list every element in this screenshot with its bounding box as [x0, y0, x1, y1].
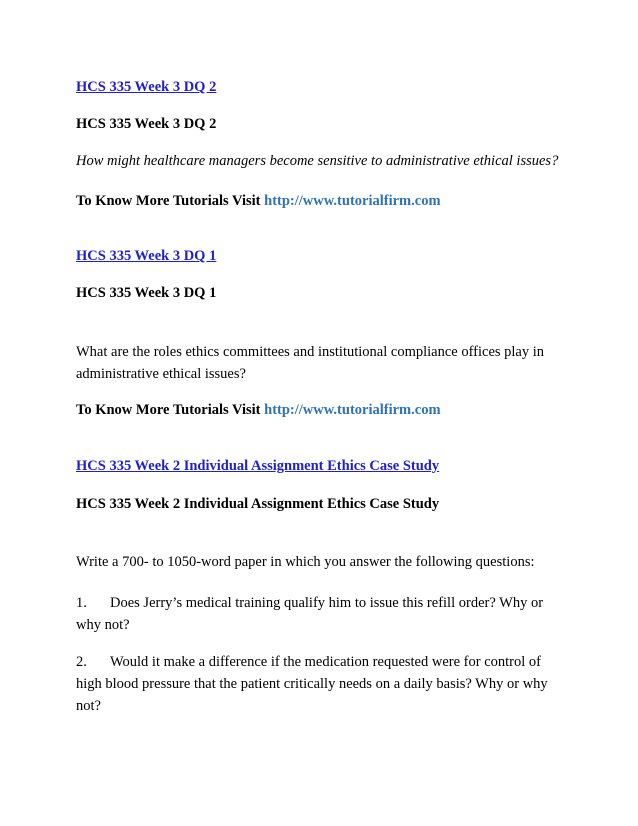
list-item-number: 2.	[76, 654, 87, 670]
section-1-heading: HCS 335 Week 3 DQ 2	[76, 116, 217, 132]
list-item-text: Would it make a difference if the medication requested were for control of high blood pressure that the patient critically needs on a daily basis? Why or why not?	[76, 654, 548, 714]
section-2-title-line	[76, 246, 216, 266]
section-3-title-line	[76, 456, 439, 476]
section-1-title-link[interactable]: HCS 335 Week 3 DQ 2	[76, 79, 217, 95]
section-2-visit-line	[76, 400, 441, 420]
list-item	[76, 651, 566, 717]
section-2-heading: HCS 335 Week 3 DQ 1	[76, 285, 217, 301]
list-item-number: 1.	[76, 595, 87, 611]
visit-url-link[interactable]: http://www.tutorialfirm.com	[264, 193, 441, 209]
section-1-title-line	[76, 77, 216, 97]
section-1-question: How might healthcare managers become sensitive to administrative ethical issues?	[76, 153, 559, 169]
section-2-title-link[interactable]: HCS 335 Week 3 DQ 1	[76, 248, 217, 264]
visit-url-link[interactable]: http://www.tutorialfirm.com	[264, 402, 441, 418]
section-3-intro: Write a 700- to 1050-word paper in which you answer the following questions:	[76, 554, 535, 570]
visit-label: To Know More Tutorials Visit	[76, 193, 265, 209]
list-item	[76, 592, 566, 636]
list-item-text: Does Jerry’s medical training qualify him to issue this refill order? Why or why not?	[76, 595, 544, 633]
visit-label: To Know More Tutorials Visit	[76, 402, 265, 418]
section-1-visit-line	[76, 191, 441, 211]
section-2-question: What are the roles ethics committees and institutional compliance offices play in administrative ethical issues?	[76, 344, 545, 382]
section-3-title-link[interactable]: HCS 335 Week 2 Individual Assignment Ethics Case Study	[76, 458, 440, 474]
section-3-heading: HCS 335 Week 2 Individual Assignment Ethics Case Study	[76, 496, 440, 512]
